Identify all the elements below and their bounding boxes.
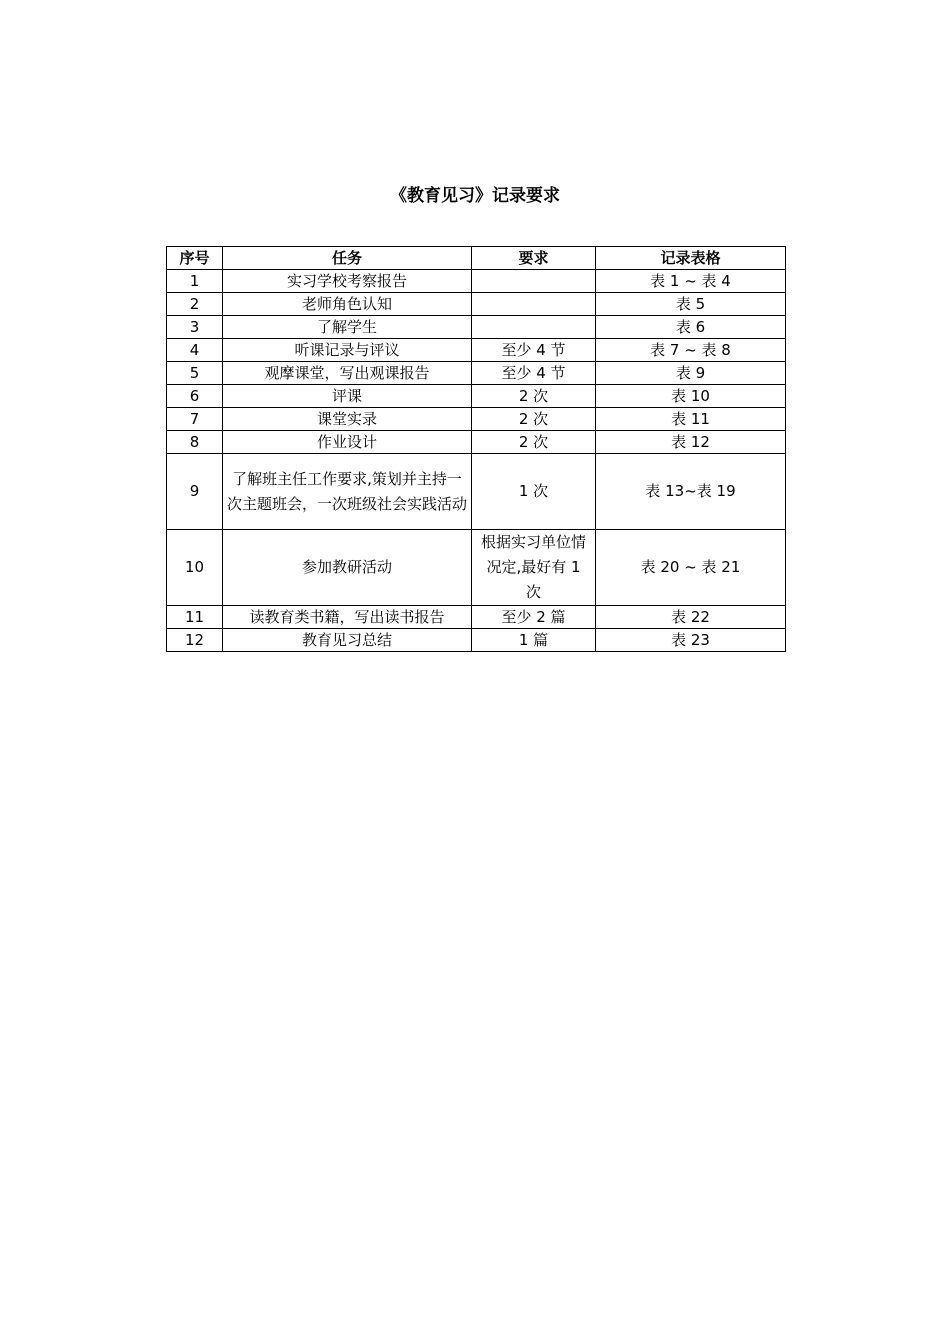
row-task: 参加教研活动 (223, 530, 472, 606)
row-task: 作业设计 (223, 431, 472, 454)
row-record-form: 表 6 (596, 316, 786, 339)
row-requirement: 2 次 (472, 431, 596, 454)
row-record-form: 表 22 (596, 606, 786, 629)
row-index: 8 (167, 431, 223, 454)
row-task: 了解班主任工作要求,策划并主持一次主题班会，一次班级社会实践活动 (223, 454, 472, 530)
row-task: 实习学校考察报告 (223, 270, 472, 293)
row-requirement: 2 次 (472, 385, 596, 408)
table-row (167, 629, 786, 652)
page-title: 《教育见习》记录要求 (390, 186, 560, 206)
row-record-form: 表 1 ~ 表 4 (596, 270, 786, 293)
row-record-form: 表 23 (596, 629, 786, 652)
row-requirement: 至少 2 篇 (472, 606, 596, 629)
row-task: 听课记录与评议 (223, 339, 472, 362)
row-requirement: 1 次 (472, 454, 596, 530)
table-row (167, 530, 786, 606)
row-requirement: 根据实习单位情况定,最好有 1 次 (472, 530, 596, 606)
row-index: 12 (167, 629, 223, 652)
row-index: 2 (167, 293, 223, 316)
table-row (167, 606, 786, 629)
table-row (167, 454, 786, 530)
row-index: 11 (167, 606, 223, 629)
row-requirement: 2 次 (472, 408, 596, 431)
table-row (167, 316, 786, 339)
row-index: 4 (167, 339, 223, 362)
row-task: 老师角色认知 (223, 293, 472, 316)
row-index: 6 (167, 385, 223, 408)
row-task: 观摩课堂，写出观课报告 (223, 362, 472, 385)
row-index: 7 (167, 408, 223, 431)
header-requirement: 要求 (472, 247, 596, 270)
row-record-form: 表 9 (596, 362, 786, 385)
table-row (167, 362, 786, 385)
row-requirement (472, 293, 596, 316)
row-requirement (472, 316, 596, 339)
row-requirement: 至少 4 节 (472, 362, 596, 385)
row-record-form: 表 11 (596, 408, 786, 431)
row-task: 读教育类书籍，写出读书报告 (223, 606, 472, 629)
row-record-form: 表 13~表 19 (596, 454, 786, 530)
row-index: 3 (167, 316, 223, 339)
row-requirement (472, 270, 596, 293)
table-row (167, 339, 786, 362)
row-task: 课堂实录 (223, 408, 472, 431)
row-task: 评课 (223, 385, 472, 408)
table-row (167, 270, 786, 293)
header-index: 序号 (167, 247, 223, 270)
row-task: 教育见习总结 (223, 629, 472, 652)
row-record-form: 表 20 ~ 表 21 (596, 530, 786, 606)
row-index: 5 (167, 362, 223, 385)
table-row (167, 385, 786, 408)
row-record-form: 表 12 (596, 431, 786, 454)
table-row (167, 408, 786, 431)
row-requirement: 至少 4 节 (472, 339, 596, 362)
header-record-form: 记录表格 (596, 247, 786, 270)
row-task: 了解学生 (223, 316, 472, 339)
row-requirement: 1 篇 (472, 629, 596, 652)
table-row (167, 293, 786, 316)
record-requirements-table (166, 246, 786, 652)
row-record-form: 表 10 (596, 385, 786, 408)
row-index: 1 (167, 270, 223, 293)
table-row (167, 431, 786, 454)
table-header-row (167, 247, 786, 270)
row-record-form: 表 7 ~ 表 8 (596, 339, 786, 362)
row-index: 9 (167, 454, 223, 530)
row-record-form: 表 5 (596, 293, 786, 316)
header-task: 任务 (223, 247, 472, 270)
row-index: 10 (167, 530, 223, 606)
